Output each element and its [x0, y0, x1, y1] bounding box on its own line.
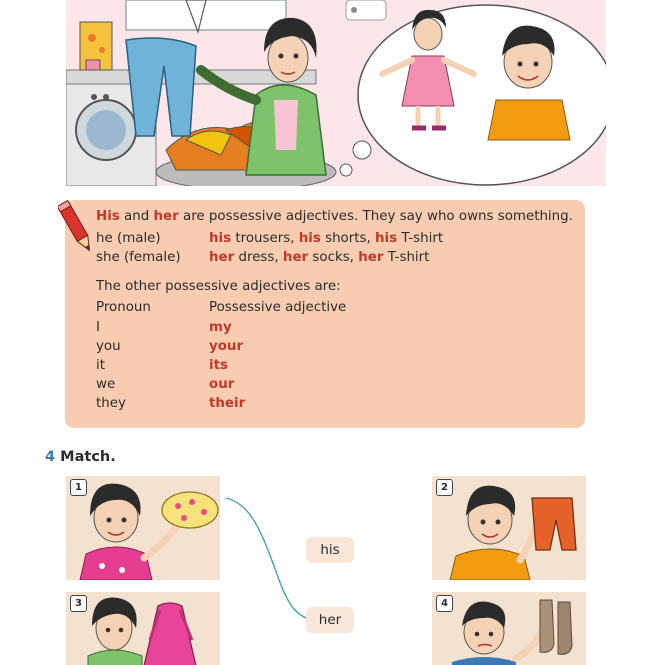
he-ex3: his [375, 231, 398, 246]
he-t2: shorts, [325, 231, 371, 246]
match-card-1[interactable] [66, 476, 220, 580]
she-ex1: her [209, 250, 235, 265]
she-subject: she (female) [96, 250, 181, 265]
he-ex1: his [209, 231, 232, 246]
she-t2: socks, [312, 250, 354, 265]
match-card-2[interactable] [432, 476, 586, 580]
adjective-cell: their [209, 396, 246, 411]
girl-with-hat-illustration [66, 476, 220, 580]
exercise-number: 4 [45, 449, 56, 465]
adjective-cell: its [209, 358, 228, 373]
card-number: 1 [70, 479, 87, 496]
pronoun-cell: I [96, 320, 100, 335]
he-subject: he (male) [96, 231, 161, 246]
card-number: 3 [70, 595, 87, 612]
grammar-intro [96, 208, 573, 226]
he-examples [209, 230, 443, 248]
woman-with-dress-illustration [66, 592, 220, 665]
pronoun-cell: you [96, 339, 121, 354]
intro-and: and [124, 209, 150, 224]
he-t1: trousers, [235, 231, 295, 246]
match-card-4[interactable] [432, 592, 586, 665]
she-ex2: her [282, 250, 309, 265]
other-adjectives-line: The other possessive adjectives are: [96, 279, 341, 294]
pronoun-cell: we [96, 377, 116, 392]
card-number: 2 [436, 479, 453, 496]
his-term: His [96, 209, 120, 224]
pronoun-column-header: Pronoun [96, 300, 151, 315]
option-his[interactable]: his [306, 537, 354, 563]
her-term: her [153, 209, 179, 224]
adjective-column-header: Possessive adjective [209, 300, 347, 315]
she-t3: T-shirt [387, 250, 430, 265]
she-ex3: her [358, 250, 384, 265]
card-number: 4 [436, 595, 453, 612]
exercise-heading [45, 449, 116, 465]
pronoun-cell: it [96, 358, 105, 373]
she-examples [209, 249, 429, 267]
she-t1: dress, [238, 250, 279, 265]
pencil-icon [58, 196, 94, 258]
he-ex2: his [298, 231, 321, 246]
adjective-cell: our [209, 377, 235, 392]
he-t3: T-shirt [401, 231, 444, 246]
laundry-scene-illustration [66, 0, 606, 186]
pronoun-cell: they [96, 396, 126, 411]
adjective-cell: my [209, 320, 232, 335]
exercise-title: Match. [60, 449, 116, 465]
adjective-cell: your [209, 339, 244, 354]
option-her[interactable]: her [306, 607, 354, 633]
man-with-socks-illustration [432, 592, 586, 665]
intro-rest: are possessive adjectives. They say who owns something. [183, 209, 573, 224]
match-card-3[interactable] [66, 592, 220, 665]
boy-with-shorts-illustration [432, 476, 586, 580]
